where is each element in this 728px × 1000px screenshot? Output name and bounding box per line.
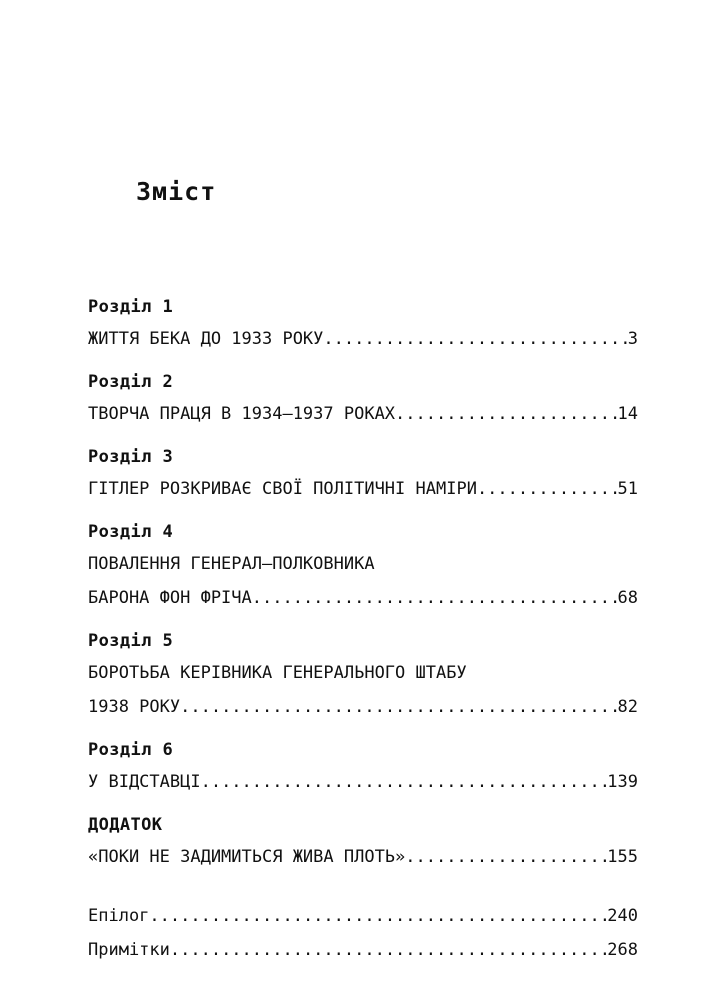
toc-entry[interactable]	[88, 690, 638, 724]
entry-title: Примітки	[88, 940, 170, 960]
toc-chapter-4	[88, 517, 638, 615]
chapter-label: Розділ 4	[88, 522, 174, 542]
toc-entry[interactable]	[88, 581, 638, 615]
chapter-label: Розділ 6	[88, 740, 174, 760]
toc-entry[interactable]	[88, 765, 638, 799]
entry-title-line[interactable]: БОРОТЬБА КЕРІВНИКА ГЕНЕРАЛЬНОГО ШТАБУ	[88, 663, 467, 683]
page-number: 68	[617, 588, 638, 608]
dot-leader	[180, 690, 617, 724]
page-number: 14	[617, 404, 638, 424]
page-number: 139	[607, 772, 638, 792]
appendix-label: ДОДАТОК	[88, 815, 163, 835]
toc-chapter-2	[88, 367, 638, 431]
dot-leader	[323, 322, 627, 356]
dot-leader	[395, 397, 617, 431]
page-title: Зміст	[136, 177, 217, 206]
page-number: 82	[617, 697, 638, 717]
dot-leader	[201, 765, 608, 799]
toc-entry-epilogue[interactable]	[88, 899, 638, 933]
entry-title: БАРОНА ФОН ФРІЧА	[88, 588, 252, 608]
toc-entry[interactable]	[88, 397, 638, 431]
toc-entry-notes[interactable]	[88, 933, 638, 967]
entry-title-line[interactable]: ПОВАЛЕННЯ ГЕНЕРАЛ–ПОЛКОВНИКА	[88, 554, 375, 574]
entry-title: У ВІДСТАВЦІ	[88, 772, 201, 792]
toc-chapter-5	[88, 626, 638, 724]
toc-chapter-3	[88, 442, 638, 506]
entry-title: ТВОРЧА ПРАЦЯ В 1934–1937 РОКАХ	[88, 404, 396, 424]
dot-leader	[252, 581, 618, 615]
dot-leader	[170, 933, 607, 967]
toc-entry[interactable]	[88, 472, 638, 506]
toc-chapter-6	[88, 735, 638, 799]
dot-leader	[477, 472, 618, 506]
dot-leader	[405, 840, 607, 874]
toc-entry[interactable]	[88, 840, 638, 874]
page-number: 155	[607, 847, 638, 867]
chapter-label: Розділ 3	[88, 447, 174, 467]
page-number: 3	[627, 329, 638, 349]
page-number: 268	[607, 940, 638, 960]
table-of-contents	[88, 292, 638, 967]
page-number: 240	[607, 906, 638, 926]
entry-title: 1938 РОКУ	[88, 697, 181, 717]
entry-title: Епілог	[88, 906, 150, 926]
chapter-label: Розділ 1	[88, 297, 174, 317]
chapter-label: Розділ 5	[88, 631, 174, 651]
toc-entry[interactable]	[88, 322, 638, 356]
toc-chapter-1	[88, 292, 638, 356]
entry-title: «ПОКИ НЕ ЗАДИМИТЬСЯ ЖИВА ПЛОТЬ»	[88, 847, 406, 867]
entry-title: ЖИТТЯ БЕКА ДО 1933 РОКУ	[88, 329, 324, 349]
chapter-label: Розділ 2	[88, 372, 174, 392]
entry-title: ГІТЛЕР РОЗКРИВАЄ СВОЇ ПОЛІТИЧНІ НАМІРИ	[88, 479, 477, 499]
page-number: 51	[617, 479, 638, 499]
toc-appendix	[88, 810, 638, 874]
dot-leader	[149, 899, 607, 933]
